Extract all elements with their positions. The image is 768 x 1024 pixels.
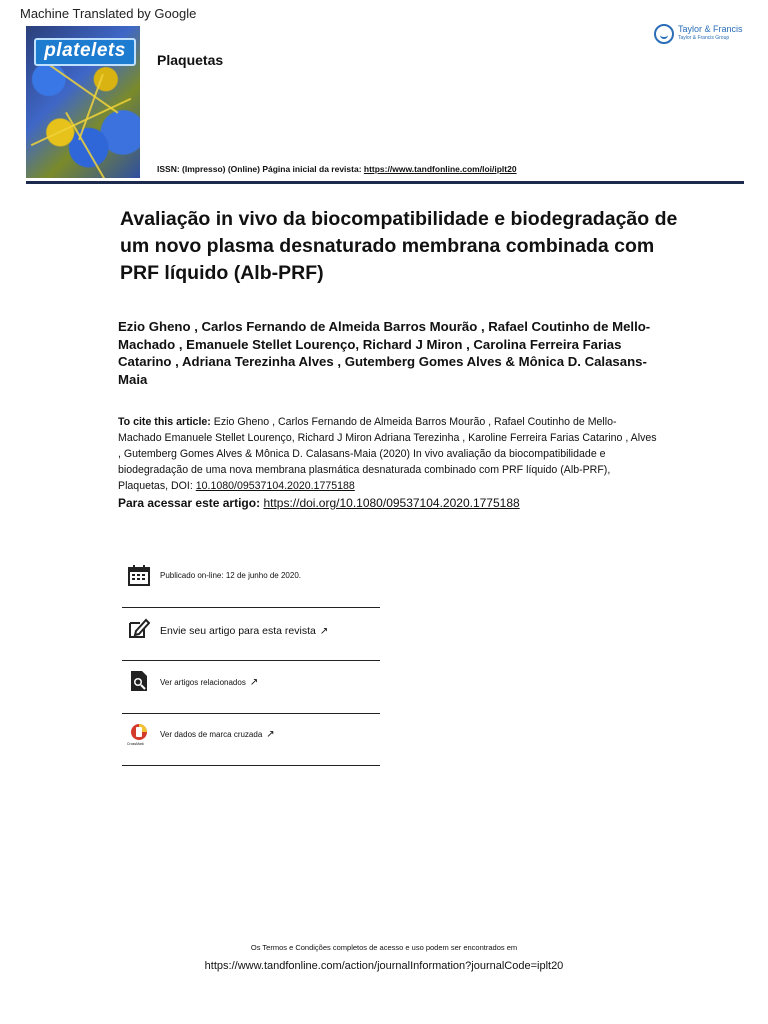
published-date-text: Publicado on-line: 12 de junho de 2020. [160, 571, 301, 580]
cover-strand [44, 60, 119, 113]
publisher-logo[interactable] [654, 22, 754, 48]
terms-text: Os Termos e Condições completos de acesso e uso podem ser encontrados em [250, 943, 518, 952]
journal-cover-image [26, 26, 140, 178]
journal-name: Plaquetas [157, 52, 224, 68]
access-doi-link[interactable]: https://doi.org/10.1080/09537104.2020.1775188 [263, 496, 520, 510]
document-search-icon [128, 670, 150, 692]
related-articles-link[interactable] [160, 677, 258, 688]
related-articles-label: Ver artigos relacionados [160, 678, 246, 687]
header-divider [26, 181, 744, 184]
journal-homepage-link[interactable]: https://www.tandfonline.com/loi/iplt20 [363, 164, 517, 174]
row-divider [122, 660, 380, 661]
calendar-icon [128, 564, 150, 586]
publisher-logo-icon [654, 24, 674, 44]
citation-block [118, 414, 658, 494]
crossmark-logo-text: CrossMark [127, 742, 144, 746]
article-authors: Ezio Gheno , Carlos Fernando de Almeida Barros Mourão , Rafael Coutinho de Mello-Machado , Emanuele Stellet Lourenço, Richard J Miron , Carolina Ferreira Farias Catarino , Adriana Terezinha Alves , Gutemberg Gomes Alves & Mônica D. Calasans-Maia [118, 319, 651, 387]
row-divider [122, 607, 380, 608]
machine-translated-banner: Machine Translated by Google [20, 6, 197, 21]
submit-article-label: Envie seu artigo para esta revista [160, 625, 316, 637]
access-label: Para acessar este artigo: [118, 496, 261, 510]
access-line [118, 496, 520, 510]
crossmark-link[interactable] [160, 729, 275, 740]
submit-row[interactable] [122, 609, 380, 661]
submit-article-link[interactable] [160, 625, 328, 637]
terms-url-link[interactable]: https://www.tandfonline.com/action/journalInformation?journalCode=iplt20 [204, 960, 564, 972]
cover-strand [78, 74, 104, 140]
issn-line [157, 164, 517, 174]
row-divider [122, 765, 380, 766]
cover-title: platelets [34, 38, 136, 66]
external-link-icon: ↗ [266, 729, 275, 740]
edit-icon [128, 617, 150, 639]
publisher-name: Taylor & Francis [678, 24, 743, 34]
citation-label: To cite this article: [118, 416, 211, 428]
article-title: Avaliação in vivo da biocompatibilidade e biodegradação de um novo plasma desnaturado membrana combinada com PRF líquido (Alb-PRF) [120, 208, 678, 284]
citation-text: Ezio Gheno , Carlos Fernando de Almeida Barros Mourão , Rafael Coutinho de Mello-Machado Emanuele Stellet Lourenço, Richard J Miron Adriana Terezinha , Karoline Ferreira Farias Catarino , Alves , Gutemberg Gomes Alves & Mônica D. Calasans-Maia (2020) In vivo avaliação da biocompatibilidade e biodegradação de uma nova membrana plasmática desnaturada combinado com PRF líquido (Alb-PRF), Plaquetas, DOI: [118, 416, 657, 492]
citation-doi-link[interactable]: 10.1080/09537104.2020.1775188 [195, 480, 355, 492]
external-link-icon: ↗ [319, 626, 329, 637]
crossmark-label: Ver dados de marca cruzada [160, 730, 263, 739]
crossmark-row[interactable] [122, 714, 380, 766]
published-row [122, 556, 380, 608]
related-row[interactable] [122, 662, 380, 714]
publisher-subtitle: Taylor & Francis Group [678, 35, 730, 41]
issn-text: ISSN: (Impresso) (Online) Página inicial da revista: [157, 164, 364, 174]
external-link-icon: ↗ [249, 677, 259, 688]
